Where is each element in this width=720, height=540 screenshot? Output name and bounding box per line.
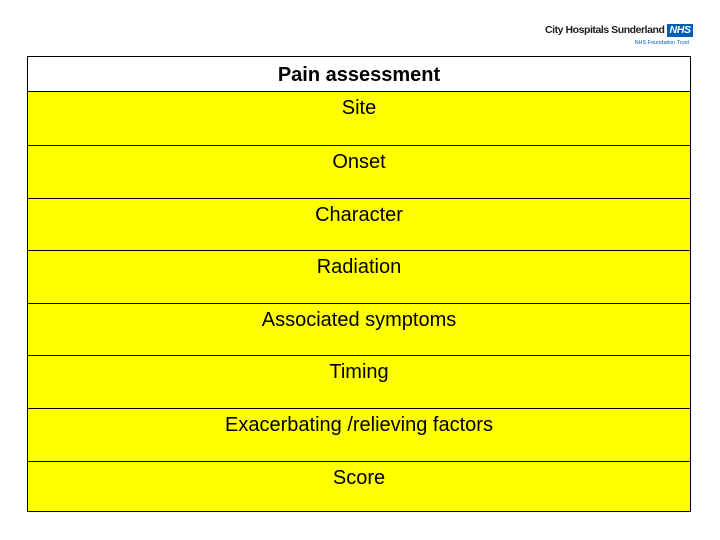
table-row-site [28, 92, 690, 145]
row-label: Radiation [316, 256, 402, 278]
trust-logo [545, 21, 691, 47]
row-label: Associated symptoms [261, 309, 457, 331]
table-row-radiation [28, 251, 690, 304]
row-label: Onset [332, 151, 386, 173]
table-row-timing [28, 356, 690, 409]
row-label: Score [332, 467, 386, 489]
nhs-badge: NHS [669, 23, 691, 36]
row-label: Exacerbating /relieving factors [225, 414, 493, 436]
table-row-character [28, 199, 690, 252]
table-row-associated-symptoms [28, 304, 690, 357]
table-row-exacerbating-relieving-factors [28, 409, 690, 462]
row-label: Site [341, 97, 377, 119]
logo-subtitle: NHS Foundation Trust [634, 40, 689, 46]
table-row-onset [28, 146, 690, 199]
row-label: Timing [329, 361, 389, 383]
logo-trust-name: City Hospitals Sunderland [545, 24, 665, 36]
table-row-score [28, 462, 690, 515]
row-label: Character [315, 204, 403, 226]
pain-assessment-table [27, 56, 691, 512]
table-header: Pain assessment [28, 57, 690, 92]
logo-top-line [545, 21, 691, 39]
